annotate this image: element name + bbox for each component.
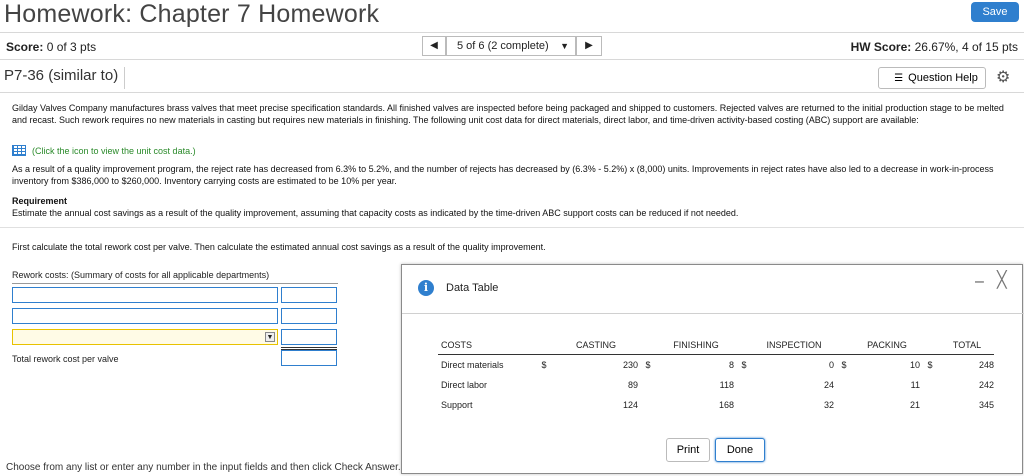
problem-intro: Gilday Valves Company manufactures brass valves that meet precise specification standards. All finished valves are inspected before being packaged and shipped to customers. Rejected valves are returned to the initial production stage to be melted and recast. Such rework requires no new materials in casting but requires new materials in finishing. The following unit cost data for direct materials, direct labor, and time-driven activity-based costing (ABC) support are available: bbox=[12, 103, 1004, 125]
list-icon: ☰ bbox=[894, 73, 904, 84]
divider bbox=[12, 283, 338, 284]
table-cell: $ bbox=[741, 359, 747, 370]
table-cell: $ bbox=[645, 359, 651, 370]
hw-score-value: 26.67%, 4 of 15 pts bbox=[914, 40, 1018, 54]
column-header: TOTAL bbox=[940, 338, 994, 355]
instruction-text: First calculate the total rework cost per valve. Then calculate the estimated annual cost savings as a result of the quality improvement. bbox=[12, 242, 546, 252]
column-header: COSTS bbox=[438, 338, 534, 355]
problem-result-text: As a result of a quality improvement program, the reject rate has decreased from 6.3% to 5.2%, and the number of rejects has decreased by (6.3% - 5.2%) x (8,000) units. Improvements in reject rates have also led to a decrease in work-in-process inventory from $386,000 to $260,000. Inventory carrying costs are estimated to be 10% per year. bbox=[12, 164, 994, 186]
table-cell bbox=[834, 395, 854, 415]
table-cell: 118 bbox=[719, 379, 734, 390]
question-position: 5 of 6 (2 complete) bbox=[457, 40, 549, 52]
table-icon[interactable] bbox=[12, 145, 26, 156]
table-row bbox=[438, 355, 994, 375]
table-cell bbox=[920, 375, 940, 395]
question-title: P7-36 (similar to) bbox=[4, 67, 125, 89]
table-cell: $ bbox=[927, 359, 933, 370]
divider bbox=[0, 92, 1024, 93]
question-help-button[interactable] bbox=[878, 67, 986, 89]
column-header: INSPECTION bbox=[754, 338, 834, 355]
prev-arrow-icon: ◀ bbox=[430, 40, 438, 51]
minimize-icon[interactable]: – bbox=[975, 273, 984, 290]
row-label: Direct labor bbox=[441, 379, 488, 390]
score bbox=[6, 40, 96, 54]
dropdown-arrow-icon[interactable]: ▼ bbox=[266, 334, 274, 341]
total-rework-cost-input[interactable] bbox=[281, 350, 337, 366]
table-cell bbox=[734, 395, 754, 415]
page-title: Homework: Chapter 7 Homework bbox=[4, 0, 380, 28]
previous-question-button[interactable] bbox=[422, 36, 446, 56]
done-button[interactable]: Done bbox=[715, 438, 765, 462]
next-arrow-icon: ▶ bbox=[585, 40, 593, 51]
table-cell bbox=[638, 395, 658, 415]
table-cell: 168 bbox=[718, 399, 734, 410]
table-cell: 11 bbox=[910, 379, 920, 390]
row-label: Support bbox=[441, 399, 473, 410]
table-cell: 248 bbox=[978, 359, 994, 370]
rework-cost-amount-input-2[interactable] bbox=[281, 308, 337, 324]
question-selector[interactable] bbox=[446, 36, 576, 56]
table-cell bbox=[920, 395, 940, 415]
score-value: 0 of 3 pts bbox=[46, 40, 97, 54]
hw-score bbox=[851, 40, 1018, 54]
column-header: PACKING bbox=[854, 338, 920, 355]
column-header: CASTING bbox=[554, 338, 638, 355]
column-header bbox=[834, 338, 854, 355]
row-label: Direct materials bbox=[441, 359, 504, 370]
rework-cost-dropdown[interactable] bbox=[12, 329, 278, 345]
table-cell bbox=[834, 375, 854, 395]
dialog-title: Data Table bbox=[446, 282, 499, 294]
unit-cost-link-text[interactable]: (Click the icon to view the unit cost data.) bbox=[32, 146, 196, 156]
table-cell: $ bbox=[841, 359, 847, 370]
table-cell bbox=[734, 375, 754, 395]
table-cell: 124 bbox=[622, 399, 638, 410]
requirement-heading: Requirement bbox=[12, 196, 68, 206]
next-question-button[interactable] bbox=[576, 36, 602, 56]
table-header-row bbox=[438, 338, 994, 355]
info-icon: i bbox=[418, 280, 434, 296]
total-underline bbox=[281, 347, 337, 348]
table-cell: 230 bbox=[622, 359, 638, 370]
table-cell: 0 bbox=[828, 359, 834, 370]
column-header bbox=[734, 338, 754, 355]
requirement-body: Estimate the annual cost savings as a result of the quality improvement, assuming that capacity costs as indicated by the time-driven ABC support costs can be reduced if not needed. bbox=[12, 208, 739, 218]
table-row bbox=[438, 395, 994, 415]
question-help-label: Question Help bbox=[908, 72, 978, 84]
rework-cost-label-input-1[interactable] bbox=[12, 287, 278, 303]
table-cell: 32 bbox=[823, 399, 834, 410]
unit-cost-data-link[interactable] bbox=[12, 145, 1012, 157]
divider bbox=[0, 227, 1024, 228]
table-cell: 8 bbox=[728, 359, 734, 370]
table-cell: 345 bbox=[978, 399, 994, 410]
table-cell bbox=[638, 375, 658, 395]
close-icon[interactable]: ╳ bbox=[997, 272, 1007, 289]
print-button[interactable]: Print bbox=[666, 438, 710, 462]
table-cell bbox=[534, 395, 554, 415]
column-header: FINISHING bbox=[658, 338, 734, 355]
table-cell: 242 bbox=[978, 379, 994, 390]
data-table-dialog bbox=[401, 264, 1023, 474]
column-header bbox=[920, 338, 940, 355]
rework-cost-amount-input-1[interactable] bbox=[281, 287, 337, 303]
table-cell bbox=[534, 375, 554, 395]
table-cell: 89 bbox=[627, 379, 638, 390]
unit-cost-table bbox=[438, 338, 994, 415]
gear-icon[interactable]: ⚙ bbox=[996, 69, 1011, 86]
divider bbox=[402, 313, 1024, 314]
table-cell: 24 bbox=[823, 379, 834, 390]
column-header bbox=[534, 338, 554, 355]
table-cell: 21 bbox=[909, 399, 920, 410]
total-rework-label: Total rework cost per valve bbox=[12, 354, 119, 364]
save-button[interactable]: Save bbox=[971, 2, 1019, 22]
footer-message: Choose from any list or enter any number in the input fields and then click Check Answer. bbox=[6, 462, 401, 473]
hw-score-label: HW Score: bbox=[850, 40, 912, 54]
column-header bbox=[638, 338, 658, 355]
score-label: Score: bbox=[6, 40, 44, 54]
rework-costs-label: Rework costs: (Summary of costs for all applicable departments) bbox=[12, 270, 270, 280]
chevron-down-icon: ▼ bbox=[560, 41, 569, 51]
table-cell: 10 bbox=[909, 359, 920, 370]
rework-cost-amount-input-3[interactable] bbox=[281, 329, 337, 345]
rework-cost-label-input-2[interactable] bbox=[12, 308, 278, 324]
table-cell: $ bbox=[541, 359, 547, 370]
table-row bbox=[438, 375, 994, 395]
